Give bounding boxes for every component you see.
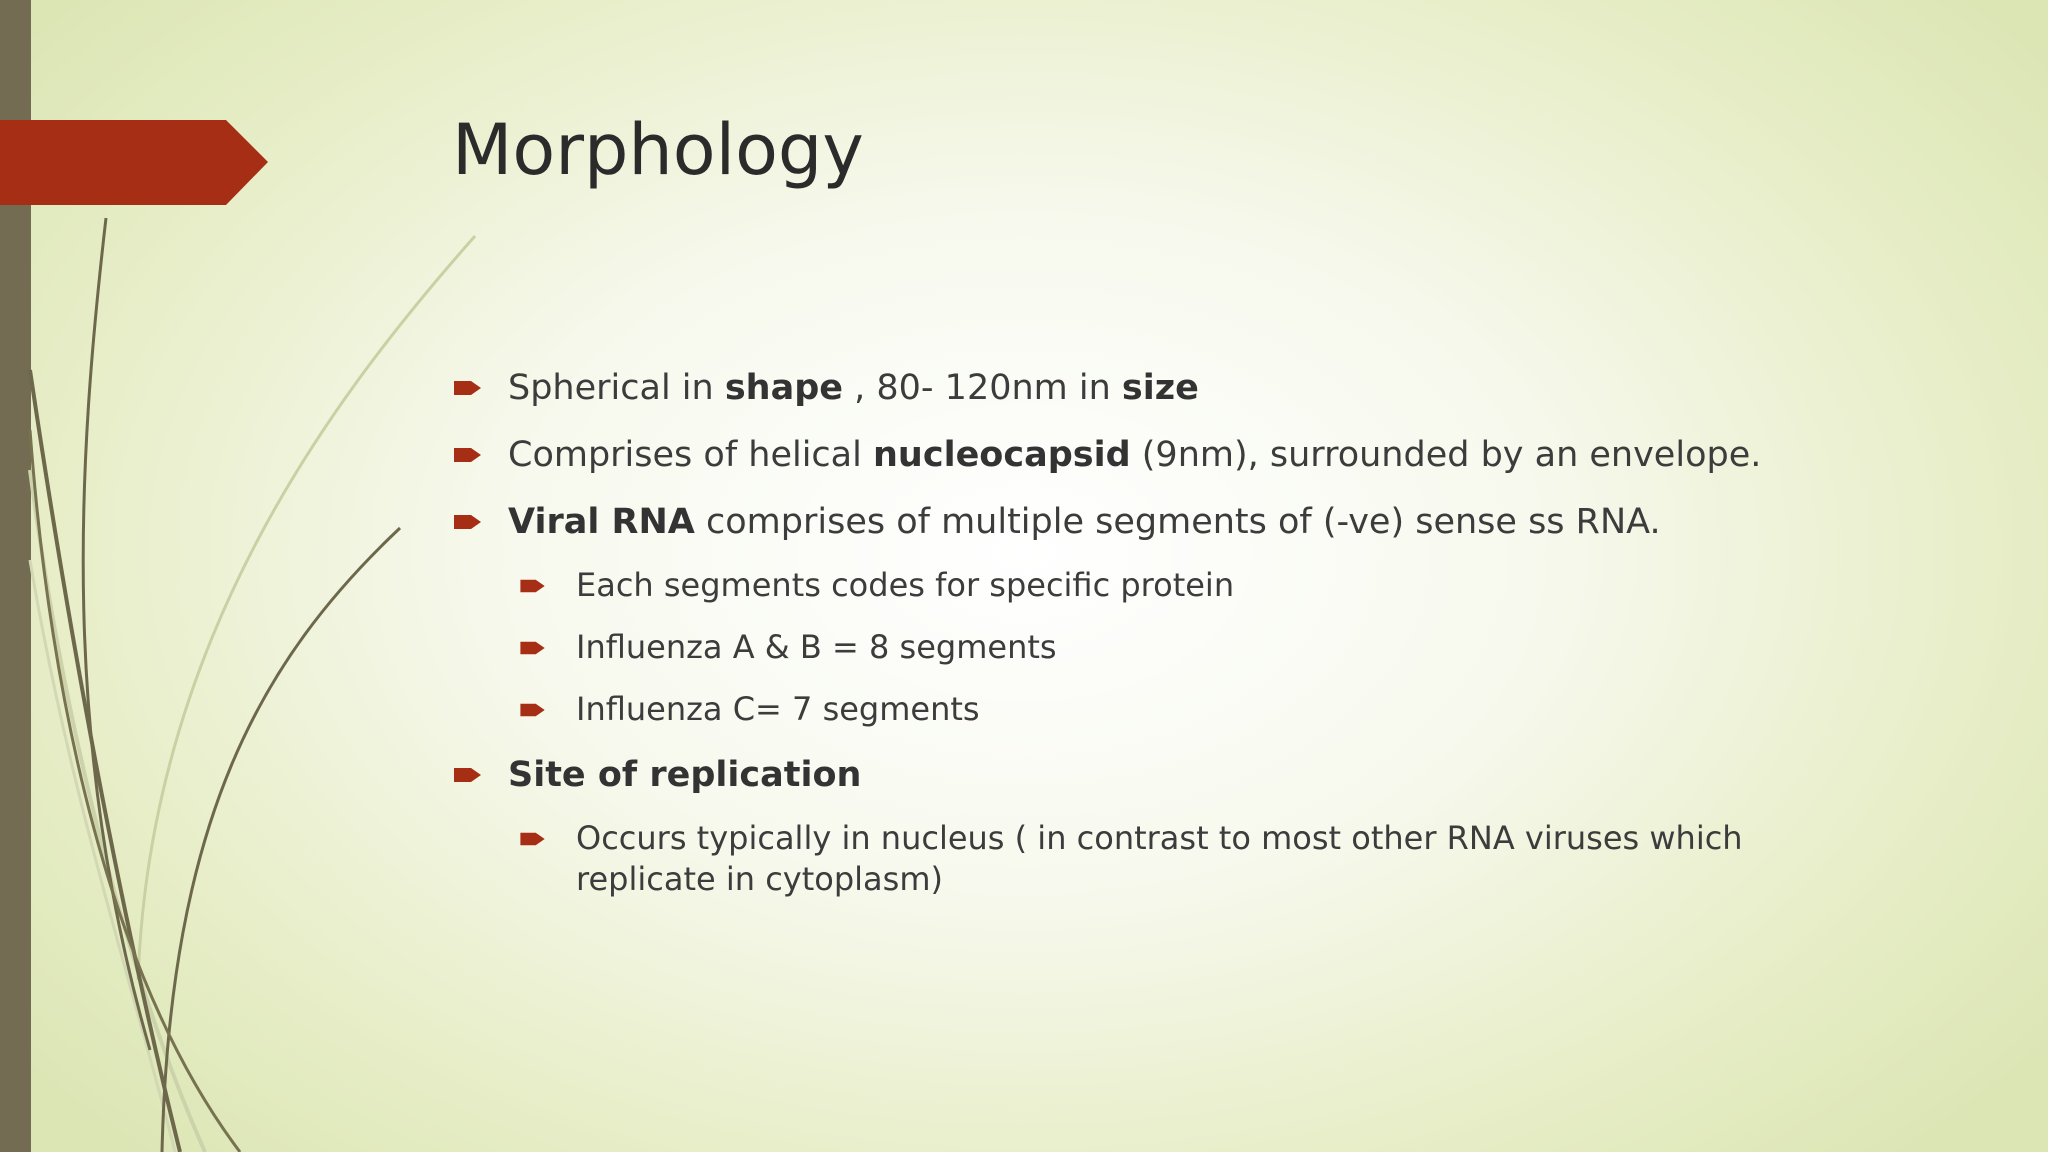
arrow-bullet-icon [520, 639, 546, 657]
stem-light-2 [30, 470, 205, 1152]
arrow-bullet-icon [454, 765, 482, 785]
bullet-item [452, 751, 1872, 799]
stem-dark-4 [30, 430, 240, 1152]
text-run: Comprises of helical [508, 435, 873, 475]
text-run: Influenza A & B = 8 segments [576, 628, 1057, 666]
red-arrow-banner-icon [0, 0, 280, 220]
text-run: Spherical in [508, 368, 725, 408]
bold-text: Site of replication [508, 755, 862, 795]
arrow-bullet-icon [520, 577, 546, 595]
bullet-text [508, 502, 1661, 542]
bullet-item [452, 498, 1872, 546]
stem-light-1 [138, 236, 475, 980]
stem-dark-3 [162, 528, 400, 1152]
text-run: Influenza C= 7 segments [576, 690, 980, 728]
bullet-text [576, 566, 1234, 604]
bullet-item [452, 431, 1872, 479]
text-run: Occurs typically in nucleus ( in contrast to most other RNA viruses which replicate in cytoplasm) [576, 819, 1743, 898]
slide-content [452, 364, 1872, 921]
bullet-text [576, 628, 1057, 666]
bullet-text [508, 435, 1761, 475]
bullet-text [576, 819, 1743, 898]
slide-title: Morphology [452, 109, 864, 191]
sub-bullet-item [520, 565, 1872, 606]
arrow-bullet-icon [454, 445, 482, 465]
sub-bullet-item [520, 689, 1872, 730]
bullet-text [508, 368, 1199, 408]
text-run: Each segments codes for specific protein [576, 566, 1235, 604]
arrow-bullet-icon [520, 830, 546, 848]
arrow-bullet-icon [520, 701, 546, 719]
arrow-bullet-icon [454, 512, 482, 532]
text-run: , 80- 120nm in [843, 368, 1122, 408]
bold-text: size [1121, 368, 1199, 408]
text-run: (9nm), surrounded by an envelope. [1130, 435, 1762, 475]
bold-text: shape [724, 368, 844, 408]
bullet-item [452, 364, 1872, 412]
bold-text: Viral RNA [508, 502, 695, 542]
arrow-bullet-icon [454, 378, 482, 398]
sub-bullet-item [520, 627, 1872, 668]
bullet-text [576, 690, 980, 728]
sub-bullet-item [520, 818, 1872, 900]
bold-text: nucleocapsid [872, 435, 1131, 475]
text-run: comprises of multiple segments of (-ve) sense ss RNA. [694, 502, 1661, 542]
bullet-text [508, 755, 861, 795]
